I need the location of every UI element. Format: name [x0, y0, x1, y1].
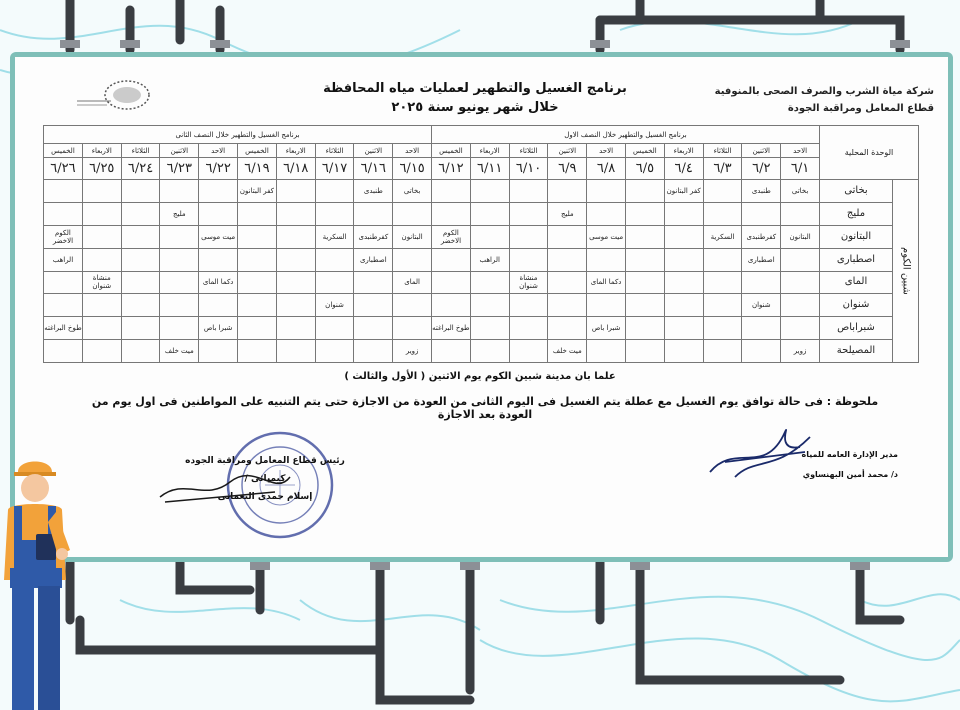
- schedule-cell: [664, 271, 703, 294]
- schedule-cell: [44, 180, 83, 203]
- schedule-cell: [509, 180, 548, 203]
- schedule-cell: [276, 294, 315, 317]
- schedule-cell: [121, 225, 160, 248]
- schedule-cell: [315, 248, 354, 271]
- schedule-cell: زوير: [781, 340, 820, 363]
- company-header: [715, 83, 934, 117]
- schedule-cell: [626, 271, 665, 294]
- unit-name: المصيلحة: [819, 340, 892, 363]
- first-half-title: برنامج الغسيل والتطهير خلال النصف الاول: [432, 126, 820, 144]
- schedule-table: [43, 125, 919, 363]
- date-header: ٦/٩: [548, 158, 587, 180]
- date-header: ٦/٢: [742, 158, 781, 180]
- schedule-cell: [470, 317, 509, 340]
- schedule-cell: [315, 340, 354, 363]
- schedule-cell: [548, 180, 587, 203]
- schedule-cell: [354, 202, 393, 225]
- schedule-cell: [626, 317, 665, 340]
- schedule-cell: اصطبارى: [354, 248, 393, 271]
- schedule-cell: [82, 225, 121, 248]
- manager-signature-block: [802, 445, 898, 485]
- schedule-cell: [781, 271, 820, 294]
- schedule-cell: [276, 340, 315, 363]
- schedule-cell: شنوان: [742, 294, 781, 317]
- day-header: الثلاثاء: [121, 144, 160, 158]
- schedule-cell: [742, 317, 781, 340]
- schedule-cell: [121, 340, 160, 363]
- schedule-cell: [160, 248, 199, 271]
- schedule-cell: [354, 340, 393, 363]
- day-row: [44, 144, 919, 158]
- schedule-cell: دكما الماى: [587, 271, 626, 294]
- day-header: الخميس: [44, 144, 83, 158]
- day-header: الاثنين: [354, 144, 393, 158]
- schedule-cell: [626, 180, 665, 203]
- schedule-cell: [82, 202, 121, 225]
- day-header: الاحد: [199, 144, 238, 158]
- schedule-cell: [432, 294, 471, 317]
- note-shebin-mondays: علما بان مدينة شبين الكوم يوم الاثنين ( الأول والثالث ): [344, 371, 616, 382]
- manager-signature-icon: [705, 422, 815, 482]
- day-header: الاربعاء: [664, 144, 703, 158]
- schedule-cell: [626, 248, 665, 271]
- date-header: ٦/١٠: [509, 158, 548, 180]
- schedule-cell: [82, 294, 121, 317]
- schedule-cell: [781, 294, 820, 317]
- quality-role: كيميائى /: [244, 474, 286, 484]
- schedule-cell: [199, 294, 238, 317]
- date-header: ٦/٢٣: [160, 158, 199, 180]
- schedule-cell: البتانون: [781, 225, 820, 248]
- schedule-cell: [470, 340, 509, 363]
- schedule-cell: [742, 202, 781, 225]
- document-frame: [10, 52, 953, 562]
- table-row: [44, 248, 919, 271]
- table-row: [44, 225, 919, 248]
- schedule-cell: [703, 248, 742, 271]
- schedule-cell: دكما الماى: [199, 271, 238, 294]
- schedule-cell: [587, 294, 626, 317]
- note-holiday: ملحوظة : فى حالة توافق يوم الغسيل مع عطلة يتم الغسيل فى اليوم الثانى من العودة من الاجازة حتى يتم التنبيه على المواطنين فى اول يوم من العودة بعد الاجازة: [91, 395, 879, 421]
- schedule-cell: [44, 294, 83, 317]
- date-header: ٦/٨: [587, 158, 626, 180]
- schedule-cell: كفر البتانون: [664, 180, 703, 203]
- schedule-cell: [781, 202, 820, 225]
- unit-name: الماى: [819, 271, 892, 294]
- schedule-cell: [393, 202, 432, 225]
- schedule-cell: [509, 225, 548, 248]
- schedule-cell: [664, 340, 703, 363]
- schedule-cell: [199, 202, 238, 225]
- manager-name: د/ محمد أمين البهنساوي: [802, 470, 898, 479]
- schedule-cell: مليج: [548, 202, 587, 225]
- program-period: خلال شهر يونيو سنة ٢٠٢٥: [391, 100, 559, 115]
- schedule-cell: زوير: [393, 340, 432, 363]
- worker-illustration-icon: [0, 450, 95, 710]
- schedule-cell: [121, 180, 160, 203]
- date-header: ٦/٢٢: [199, 158, 238, 180]
- schedule-cell: [315, 317, 354, 340]
- schedule-cell: [354, 294, 393, 317]
- schedule-cell: [121, 271, 160, 294]
- schedule-cell: [626, 225, 665, 248]
- schedule-cell: الماى: [393, 271, 432, 294]
- schedule-cell: طنبدى: [742, 180, 781, 203]
- schedule-cell: ميت خلف: [548, 340, 587, 363]
- schedule-cell: [315, 271, 354, 294]
- schedule-cell: [393, 248, 432, 271]
- table-row: [44, 340, 919, 363]
- schedule-cell: [315, 202, 354, 225]
- schedule-cell: [276, 180, 315, 203]
- schedule-cell: [781, 317, 820, 340]
- schedule-cell: [238, 202, 277, 225]
- schedule-cell: منشاة شنوان: [82, 271, 121, 294]
- schedule-cell: [548, 317, 587, 340]
- company-logo-icon: [67, 77, 157, 115]
- schedule-cell: [432, 271, 471, 294]
- schedule-cell: البتانون: [393, 225, 432, 248]
- schedule-cell: [742, 271, 781, 294]
- schedule-cell: [82, 317, 121, 340]
- schedule-cell: [276, 271, 315, 294]
- unit-name: مليج: [819, 202, 892, 225]
- day-header: الاثنين: [160, 144, 199, 158]
- quality-title: رئيس قطاع المعامل ومراقبة الجوده: [185, 456, 345, 466]
- schedule-cell: الكوم الاخضر: [432, 225, 471, 248]
- schedule-cell: [664, 202, 703, 225]
- schedule-cell: [160, 225, 199, 248]
- schedule-cell: [470, 271, 509, 294]
- day-header: الاحد: [781, 144, 820, 158]
- unit-name: اصطبارى: [819, 248, 892, 271]
- schedule-cell: [626, 294, 665, 317]
- schedule-cell: [276, 202, 315, 225]
- sector-name: قطاع المعامل ومراقبة الجودة: [787, 103, 934, 114]
- schedule-cell: مليج: [160, 202, 199, 225]
- schedule-cell: [548, 294, 587, 317]
- schedule-cell: [587, 340, 626, 363]
- company-name: شركة مياة الشرب والصرف الصحى بالمنوفية: [714, 86, 934, 97]
- schedule-cell: الراهب: [44, 248, 83, 271]
- quality-name: إسلام حمدى النعمانى: [217, 492, 313, 502]
- schedule-cell: [703, 317, 742, 340]
- schedule-cell: كفرطنبدى: [742, 225, 781, 248]
- schedule-cell: السكرية: [703, 225, 742, 248]
- schedule-cell: [548, 225, 587, 248]
- schedule-cell: [470, 294, 509, 317]
- unit-name: شنوان: [819, 294, 892, 317]
- schedule-cell: [238, 271, 277, 294]
- schedule-cell: [548, 248, 587, 271]
- schedule-cell: [44, 202, 83, 225]
- unit-name: بخاتى: [819, 180, 892, 203]
- schedule-cell: [742, 340, 781, 363]
- schedule-cell: منشاة شنوان: [509, 271, 548, 294]
- schedule-cell: [509, 202, 548, 225]
- schedule-cell: [354, 271, 393, 294]
- schedule-cell: [44, 271, 83, 294]
- schedule-cell: [626, 202, 665, 225]
- schedule-cell: [470, 202, 509, 225]
- date-header: ٦/١٧: [315, 158, 354, 180]
- schedule-cell: [393, 294, 432, 317]
- schedule-cell: [470, 225, 509, 248]
- schedule-cell: [587, 202, 626, 225]
- schedule-cell: [238, 248, 277, 271]
- table-row: [44, 317, 919, 340]
- schedule-cell: [703, 340, 742, 363]
- schedule-cell: [121, 248, 160, 271]
- document-title: [265, 81, 685, 115]
- schedule-cell: [393, 317, 432, 340]
- schedule-cell: [664, 294, 703, 317]
- schedule-cell: [470, 180, 509, 203]
- schedule-cell: ميت خلف: [160, 340, 199, 363]
- schedule-cell: [199, 248, 238, 271]
- schedule-cell: [82, 180, 121, 203]
- schedule-cell: [276, 225, 315, 248]
- schedule-cell: [509, 340, 548, 363]
- schedule-cell: [82, 248, 121, 271]
- date-header: ٦/٥: [626, 158, 665, 180]
- schedule-cell: [44, 340, 83, 363]
- day-header: الاربعاء: [470, 144, 509, 158]
- date-row: [44, 158, 919, 180]
- schedule-cell: [160, 294, 199, 317]
- date-header: ٦/٢٤: [121, 158, 160, 180]
- schedule-cell: [432, 202, 471, 225]
- schedule-cell: شبرا باص: [199, 317, 238, 340]
- day-header: الخميس: [432, 144, 471, 158]
- date-header: ٦/١٩: [238, 158, 277, 180]
- schedule-cell: [509, 248, 548, 271]
- schedule-cell: طنبدى: [354, 180, 393, 203]
- schedule-cell: [509, 294, 548, 317]
- schedule-cell: كفرطنبدى: [354, 225, 393, 248]
- day-header: الثلاثاء: [703, 144, 742, 158]
- schedule-cell: [432, 340, 471, 363]
- schedule-cell: [703, 180, 742, 203]
- schedule-cell: [664, 225, 703, 248]
- schedule-cell: [664, 317, 703, 340]
- date-header: ٦/١٦: [354, 158, 393, 180]
- schedule-cell: بخاتى: [781, 180, 820, 203]
- schedule-cell: [121, 317, 160, 340]
- schedule-cell: ميت موسى: [199, 225, 238, 248]
- date-header: ٦/٢٥: [82, 158, 121, 180]
- schedule-cell: [238, 317, 277, 340]
- schedule-cell: [664, 248, 703, 271]
- table-row: [44, 294, 919, 317]
- day-header: الاحد: [393, 144, 432, 158]
- schedule-cell: [238, 294, 277, 317]
- second-half-title: برنامج الغسيل والتطهير خلال النصف الثانى: [44, 126, 432, 144]
- schedule-cell: [121, 202, 160, 225]
- schedule-cell: [238, 225, 277, 248]
- schedule-cell: [587, 180, 626, 203]
- date-header: ٦/١٢: [432, 158, 471, 180]
- unit-header: الوحدة المحلية: [819, 126, 918, 180]
- schedule-cell: [121, 294, 160, 317]
- schedule-cell: بخاتى: [393, 180, 432, 203]
- table-row: [44, 202, 919, 225]
- day-header: الاثنين: [548, 144, 587, 158]
- schedule-cell: [432, 180, 471, 203]
- date-header: ٦/٢٦: [44, 158, 83, 180]
- schedule-cell: [703, 202, 742, 225]
- schedule-cell: [703, 294, 742, 317]
- schedule-cell: ميت موسى: [587, 225, 626, 248]
- schedule-cell: طوخ البراغته: [44, 317, 83, 340]
- day-header: الاربعاء: [276, 144, 315, 158]
- table-row: [44, 180, 919, 203]
- schedule-cell: شنوان: [315, 294, 354, 317]
- schedule-cell: [626, 340, 665, 363]
- city-label: شبين الكوم: [893, 180, 919, 363]
- schedule-cell: [276, 248, 315, 271]
- date-header: ٦/١٨: [276, 158, 315, 180]
- date-header: ٦/١١: [470, 158, 509, 180]
- schedule-cell: [82, 340, 121, 363]
- schedule-cell: السكرية: [315, 225, 354, 248]
- schedule-table-wrapper: [43, 125, 919, 363]
- schedule-cell: [315, 180, 354, 203]
- unit-name: البتانون: [819, 225, 892, 248]
- day-header: الاثنين: [742, 144, 781, 158]
- day-header: الخميس: [238, 144, 277, 158]
- schedule-cell: [160, 271, 199, 294]
- schedule-cell: [703, 271, 742, 294]
- schedule-cell: شبرا باص: [587, 317, 626, 340]
- document-page: [15, 57, 948, 557]
- schedule-cell: [548, 271, 587, 294]
- date-header: ٦/٣: [703, 158, 742, 180]
- schedule-body: [44, 180, 919, 363]
- manager-title: مدير الإدارة العامه للمياه: [801, 450, 898, 459]
- day-header: الاربعاء: [82, 144, 121, 158]
- schedule-cell: [432, 248, 471, 271]
- date-header: ٦/١٥: [393, 158, 432, 180]
- date-header: ٦/١: [781, 158, 820, 180]
- schedule-cell: اصطبارى: [742, 248, 781, 271]
- schedule-cell: [509, 317, 548, 340]
- day-header: الخميس: [626, 144, 665, 158]
- quality-signature-icon: [155, 467, 295, 507]
- schedule-cell: كفر البتانون: [238, 180, 277, 203]
- half-title-row: [44, 126, 919, 144]
- table-row: [44, 271, 919, 294]
- schedule-cell: [199, 180, 238, 203]
- schedule-cell: [354, 317, 393, 340]
- schedule-cell: [160, 317, 199, 340]
- schedule-cell: [160, 180, 199, 203]
- date-header: ٦/٤: [664, 158, 703, 180]
- schedule-cell: الراهب: [470, 248, 509, 271]
- schedule-cell: [587, 248, 626, 271]
- day-header: الثلاثاء: [509, 144, 548, 158]
- schedule-cell: [781, 248, 820, 271]
- day-header: الثلاثاء: [315, 144, 354, 158]
- schedule-cell: [199, 340, 238, 363]
- schedule-cell: [276, 317, 315, 340]
- program-title: برنامج الغسيل والتطهير لعمليات مياه المحافظة: [323, 81, 627, 96]
- day-header: الاحد: [587, 144, 626, 158]
- unit-name: شبراباص: [819, 317, 892, 340]
- schedule-cell: الكوم الاخضر: [44, 225, 83, 248]
- schedule-cell: طوخ البراغته: [432, 317, 471, 340]
- schedule-cell: [238, 340, 277, 363]
